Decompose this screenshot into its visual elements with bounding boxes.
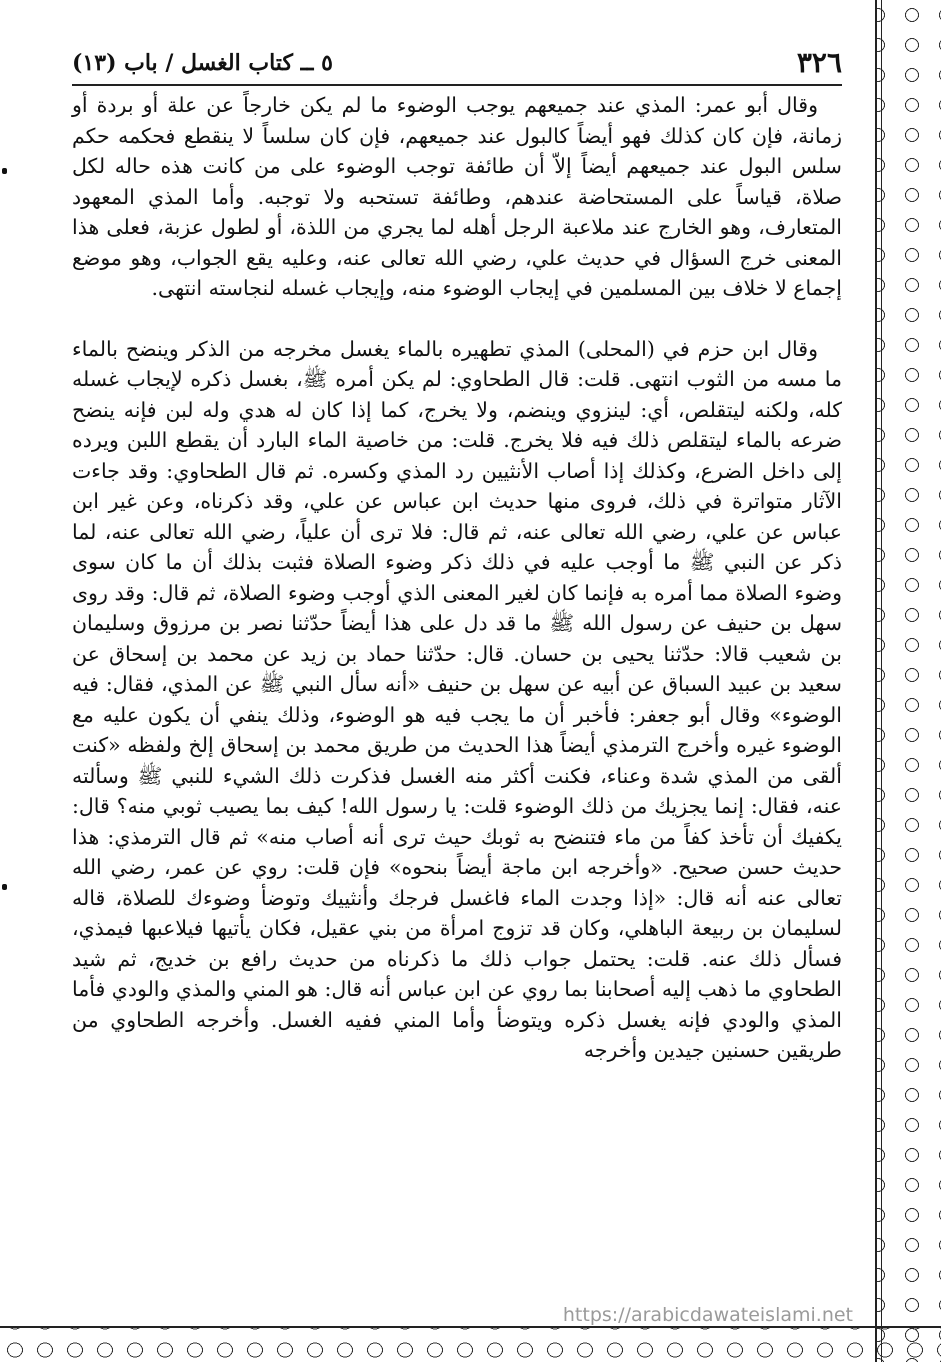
scan-speck — [2, 168, 7, 174]
paragraph-1: وقال أبو عمر: المذي عند جميعهم يوجب الوضوء ما لم يكن خارجاً عن علة أو بردة أو زمانة، فإن كان كذلك فهو أيضاً كالبول عند جميعهم، فإن كان سلساً لا ينقطع فحكمه حكم سلس البول عند جميعهم أيضاً إلاّ أن طائفة توجب الوضوء على من كانت هذه حاله لكل صلاة، قياساً على المستحاضة عندهم، وطائفة تستحبه ولا توجبه. وأما المذي المعهود المتعارف، وهو الخارج عند ملاعبة الرجل أهله لما يجري من اللذة، أو لطول عزبة، فعلى هذا المعنى خرج السؤال في حديث علي، رضي الله تعالى عنه، وعليه يقع الجواب، وهو موضع إجماع لا خلاف بين المسلمين في إيجاب الوضوء منه، وإيجاب غسله لنجاسته انتهى. — [72, 93, 842, 300]
ornamental-bottom-border — [0, 1326, 941, 1362]
page-header — [72, 44, 842, 86]
paragraph-2: وقال ابن حزم في (المحلى) المذي تطهيره بالماء يغسل مخرجه من الذكر وينضح بالماء ما مسه من الثوب انتهى. قلت: قال الطحاوي: لم يكن أمره ﷺ، بغسل ذكره لإيجاب غسله كله، ولكنه ليتقلص، أي: لينزوي وينضم، ولا يخرج، كما إذا كان له هدي وله لبن فإنه ينضح ضرعه بالماء ليتقلص ذلك فيه فلا يخرج. قلت: من خاصية الماء البارد أن يقطع اللبن ويرده إلى داخل الضرع، وكذلك إذا أصاب الأنثيين رد المذي وكسره. ثم قال الطحاوي: وقد جاءت الآثار متواترة في ذلك، فروى منها حديث ابن عباس عن علي، وقد ذكرناه، وعن غير ابن عباس عن علي، رضي الله تعالى عنه، ثم قال: فلا ترى أن علياً، رضي الله تعالى عنه، لما ذكر عن النبي ﷺ ما أوجب عليه في ذلك ذكر وضوء الصلاة فثبت بذلك أن ما كان سوى وضوء الصلاة مما أمره به فإنما كان لغير المعنى الذي أوجب وضوء الصلاة، ثم قال: وقد روى سهل بن حنيف عن رسول الله ﷺ ما قد دل على هذا أيضاً حدّثنا نصر بن مرزوق وسليمان بن شعيب قالا: حدّثنا يحيى بن حسان. قال: حدّثنا حماد بن زيد عن محمد بن إسحاق عن سعيد بن عبيد السباق عن أبيه عن سهل بن حنيف «أنه سأل النبي ﷺ عن المذي، فقال: فيه الوضوء» وقال أبو جعفر: فأخبر أن ما يجب فيه هو الوضوء، وذلك ينفي أن يكون عليه مع الوضوء غيره وأخرج الترمذي أيضاً هذا الحديث من طريق محمد بن إسحاق إلخ ولفظه «كنت ألقى من المذي شدة وعناء، فكنت أكثر منه الغسل فذكرت ذلك الشيء للنبي ﷺ وسألته عنه، فقال: إنما يجزيك من ذلك الوضوء قلت: يا رسول الله! كيف بما يصيب ثوبي منه؟ قال: يكفيك أن تأخذ كفاً من ماء فتنضح به ثوبك حيث ترى أنه أصاب منه» ثم قال الترمذي: هذا حديث حسن صحيح. «وأخرجه ابن ماجة أيضاً بنحوه» فإن قلت: روي عن عمر، رضي الله تعالى عنه أنه قال: «إذا وجدت الماء فاغسل فرجك وأنثييك وتوضأ وضوءك للصلاة، قاله لسليمان بن ربيعة الباهلي، وكان قد تزوج امرأة من بني عقيل، فكان يأتيها فيلاعبها فيمذي، فسأل ذلك عنه. قلت: يحتمل جواب ذلك ما ذكرناه من حديث رافع بن خديج، ثم شيد الطحاوي ما ذهب إليه أصحابنا بما روي عن ابن عباس أنه قال: هو المني والمذي والودي فأما المذي والودي فإنه يغسل ذكره ويتوضأ وأما المني ففيه الغسل. وأخرجه الطحاوي من طريقين حسنين جيدين وأخرجه — [72, 336, 842, 1062]
page-body — [72, 90, 842, 1066]
page-number: ٣٢٦ — [796, 46, 842, 79]
running-title: ٥ ــ كتاب الغسل / باب (١٣) — [72, 50, 333, 76]
watermark-url: https://arabicdawateislami.net — [562, 1304, 853, 1326]
scan-speck — [2, 884, 7, 890]
ornamental-side-border — [875, 0, 941, 1362]
